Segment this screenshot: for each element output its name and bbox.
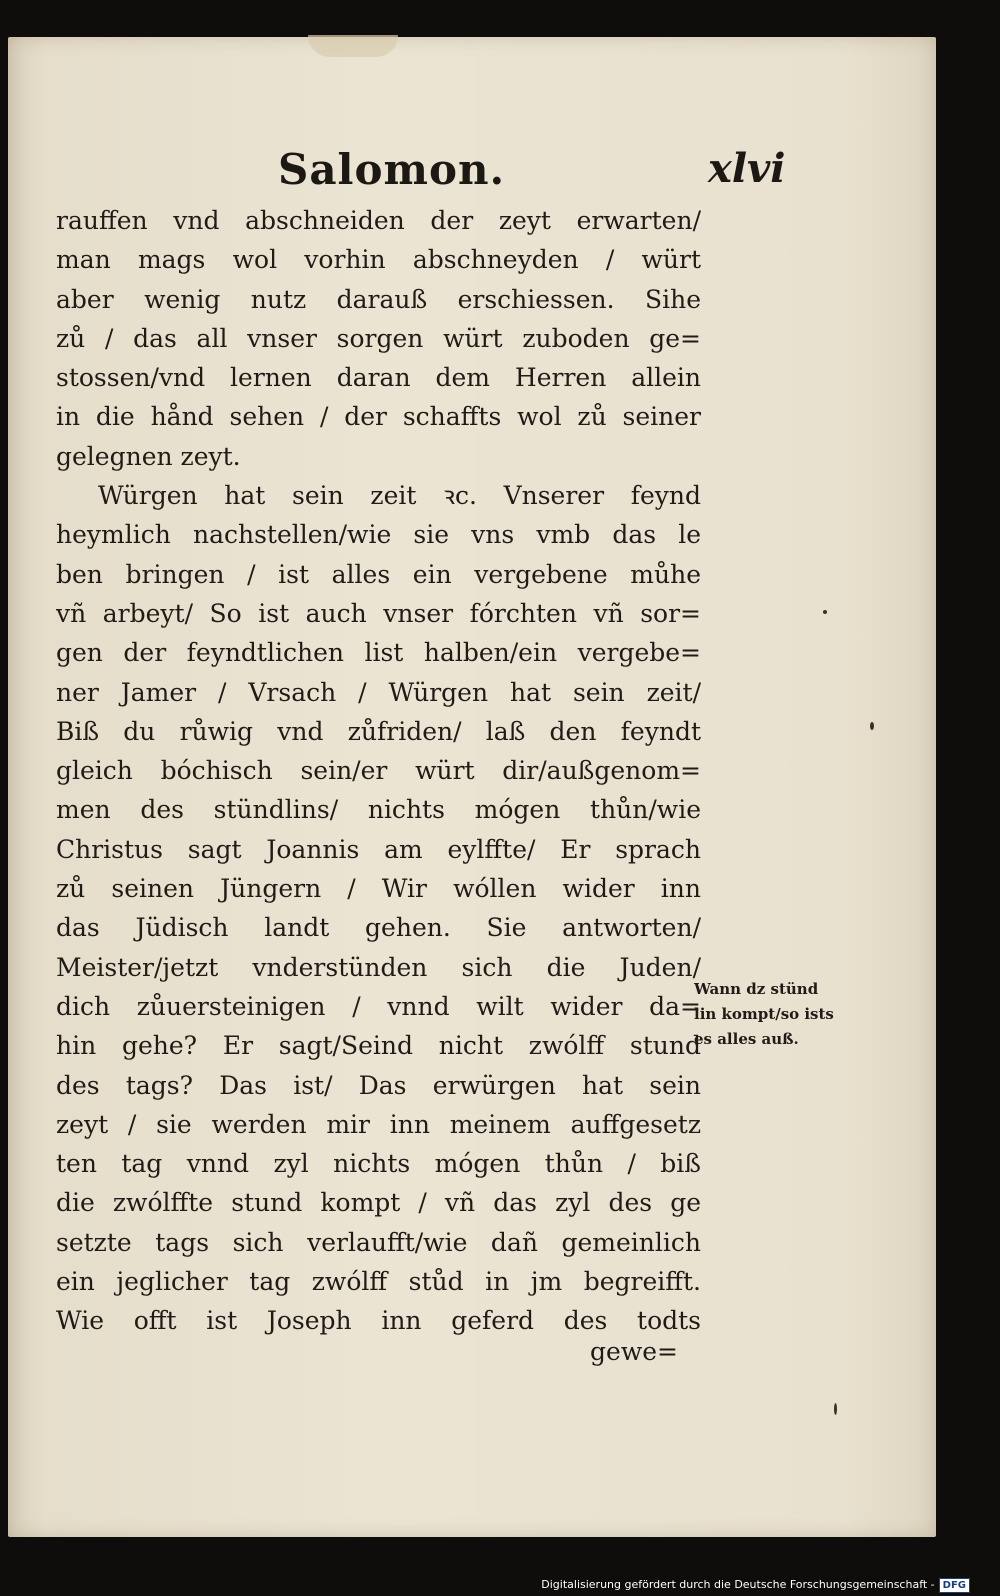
text-line: gleich bóchisch sein/er würt dir/außgenom= — [56, 756, 701, 786]
text-line: rauffen vnd abschneiden der zeyt erwarten/ — [56, 206, 701, 235]
text-line: Meister/jetzt vnderstünden sich die Juden/ — [56, 952, 701, 982]
text-line: des tags? Das ist/ Das erwürgen hat sein — [56, 1070, 701, 1100]
folio-number: xlvi — [708, 145, 786, 192]
ink-fleck — [823, 610, 827, 614]
ink-fleck — [870, 722, 874, 730]
text-line: vñ arbeyt/ So ist auch vnser fórchten vñ sor= — [56, 598, 701, 628]
text-line: ben bringen / ist alles ein vergebene můhe — [56, 559, 701, 589]
text-line: gen der feyndtlichen list halben/ein vergebe= — [56, 638, 701, 668]
text-line: ner Jamer / Vrsach / Würgen hat sein zeit/ — [56, 677, 701, 707]
marginal-note-line: lin kompt/so ists — [694, 1005, 834, 1023]
catchword: gewe= — [590, 1337, 678, 1366]
text-line: Wie offt ist Joseph inn geferd des todts — [56, 1306, 701, 1336]
text-line: stossen/vnd lernen daran dem Herren allein — [56, 363, 701, 393]
paragraph-start-line: Würgen hat sein zeit ꝛc. Vnserer feynd — [98, 481, 701, 511]
text-line: zeyt / sie werden mir inn meinem auffgesetz — [56, 1109, 701, 1139]
marginal-note — [694, 977, 874, 1052]
running-title: Salomon. — [278, 145, 506, 194]
book-page — [8, 37, 936, 1537]
text-line: men des stündlins/ nichts mógen thůn/wie — [56, 795, 701, 825]
text-line: zů / das all vnser sorgen würt zuboden ge= — [56, 323, 701, 353]
digitization-credit — [541, 1576, 970, 1594]
text-line: die zwólffte stund kompt / vñ das zyl des ge — [56, 1188, 701, 1218]
text-line: man mags wol vorhin abschneyden / würt — [56, 245, 701, 275]
credit-text: Digitalisierung gefördert durch die Deutsche Forschungsgemeinschaft - — [541, 1578, 935, 1591]
text-line: setzte tags sich verlaufft/wie dañ gemeinlich — [56, 1227, 701, 1257]
text-line: dich zůuersteinigen / vnnd wilt wider da= — [56, 991, 701, 1021]
marginal-note-line: es alles auß. — [694, 1030, 799, 1048]
main-text-block — [56, 201, 701, 1341]
text-line: hin gehe? Er sagt/Seind nicht zwólff stund — [56, 1031, 701, 1061]
text-line: zů seinen Jüngern / Wir wóllen wider inn — [56, 874, 701, 904]
text-line: Biß du růwig vnd zůfriden/ laß den feyndt — [56, 716, 701, 746]
ink-fleck — [834, 1403, 837, 1415]
text-line: ein jeglicher tag zwólff stůd in jm begreifft. — [56, 1267, 701, 1297]
text-line: heymlich nachstellen/wie sie vns vmb das le — [56, 520, 701, 550]
text-line: das Jüdisch landt gehen. Sie antworten/ — [56, 913, 701, 943]
text-line: Christus sagt Joannis am eylffte/ Er sprach — [56, 834, 701, 864]
text-line: aber wenig nutz darauß erschiessen. Sihe — [56, 284, 701, 314]
text-line: in die hånd sehen / der schaffts wol zů seiner — [56, 402, 701, 432]
text-line: ten tag vnnd zyl nichts mógen thůn / biß — [56, 1149, 701, 1179]
dfg-logo: DFG — [939, 1578, 970, 1593]
marginal-note-line: Wann dz stünd — [694, 980, 819, 998]
text-line: gelegnen zeyt. — [56, 441, 241, 471]
